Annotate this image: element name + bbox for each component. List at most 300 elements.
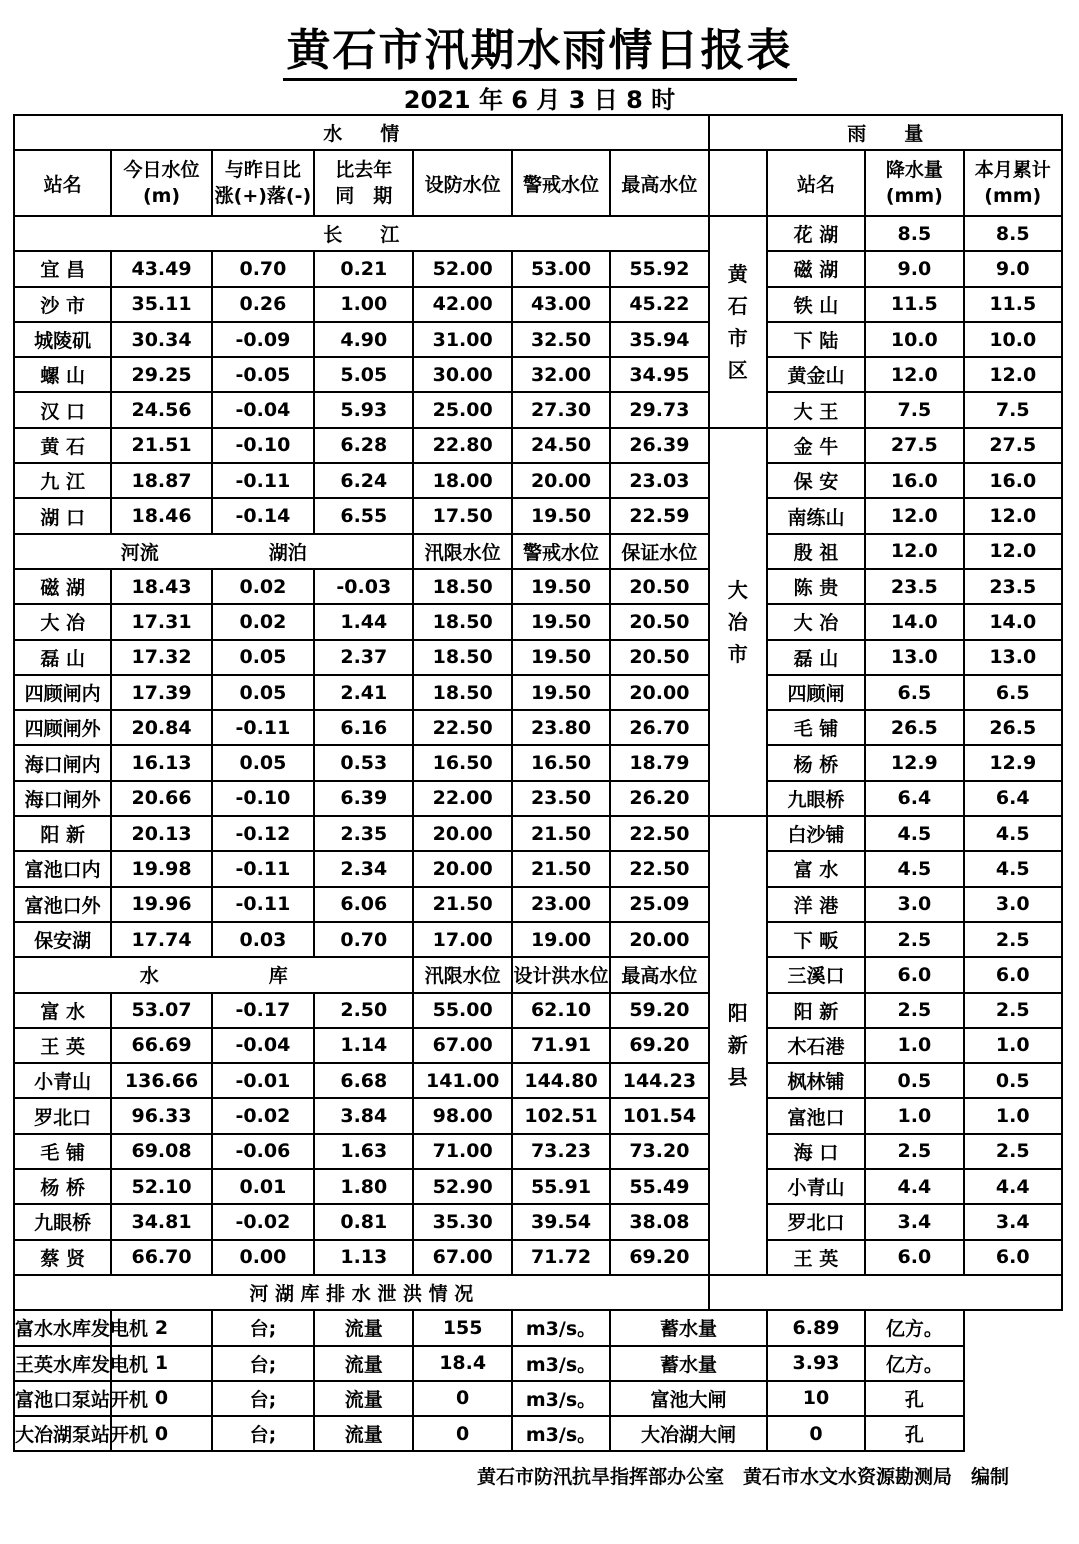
vs-last-year: 0.53: [314, 745, 413, 780]
rain-month-total: 26.5: [964, 710, 1062, 745]
rain-amount: 14.0: [865, 604, 963, 639]
max-level: 18.79: [610, 745, 708, 780]
guard-level: 67.00: [413, 1028, 511, 1063]
vs-last-year: 2.41: [314, 675, 413, 710]
storage-unit: 孔: [865, 1416, 963, 1451]
station-name: 九 江: [14, 463, 111, 498]
station-name: 海口闸内: [14, 745, 111, 780]
table-row: [14, 922, 1062, 957]
table-row: [14, 1028, 1062, 1063]
max-level: 55.92: [610, 251, 708, 286]
rain-region-name: 黄石市区: [727, 261, 748, 382]
change: -0.11: [212, 887, 314, 922]
today-level: 18.46: [111, 498, 211, 533]
vs-last-year: 5.93: [314, 392, 413, 427]
storage-unit: 亿方。: [865, 1310, 963, 1345]
rain-station-name: 富 水: [767, 851, 865, 886]
max-level: 26.70: [610, 710, 708, 745]
drainage-title-row: [14, 1275, 1062, 1310]
vs-last-year: 6.16: [314, 710, 413, 745]
rain-station-name: 磊 山: [767, 640, 865, 675]
rain-station-name: 洋 港: [767, 887, 865, 922]
station-name: 螺 山: [14, 357, 111, 392]
warn-level: 20.00: [512, 463, 610, 498]
rain-amount: 0.5: [865, 1063, 963, 1098]
drainage-row: [14, 1381, 1062, 1416]
col-change: [212, 150, 314, 216]
warn-level: 23.00: [512, 887, 610, 922]
max-level: 25.09: [610, 887, 708, 922]
rain-amount: 2.5: [865, 922, 963, 957]
change: -0.05: [212, 357, 314, 392]
table-row: [14, 463, 1062, 498]
change: -0.11: [212, 710, 314, 745]
table-row: [14, 322, 1062, 357]
col-warn: 警戒水位: [512, 150, 610, 216]
station-name: 阳 新: [14, 816, 111, 851]
warn-level: 53.00: [512, 251, 610, 286]
facility-name: 富水水库发电机: [14, 1310, 111, 1345]
col-station: 站名: [14, 150, 111, 216]
rain-amount: 8.5: [865, 216, 963, 251]
station-name: 湖 口: [14, 498, 111, 533]
section-h1: 汛限水位: [413, 534, 511, 569]
station-name: 沙 市: [14, 287, 111, 322]
section-label-b: 湖泊: [268, 541, 307, 564]
rain-amount: 26.5: [865, 710, 963, 745]
warn-level: 39.54: [512, 1204, 610, 1239]
max-level: 38.08: [610, 1204, 708, 1239]
warn-level: 71.91: [512, 1028, 610, 1063]
guard-level: 98.00: [413, 1098, 511, 1133]
rain-region-name: 阳新县: [727, 1001, 748, 1090]
max-level: 101.54: [610, 1098, 708, 1133]
vs-last-year: 6.28: [314, 428, 413, 463]
rain-amount: 1.0: [865, 1098, 963, 1133]
report-date: 2021 年 6 月 3 日 8 时: [403, 86, 676, 114]
rain-month-total: 4.4: [964, 1169, 1062, 1204]
today-level: 18.43: [111, 569, 211, 604]
flow-label: 流量: [314, 1381, 413, 1416]
vs-last-year: 2.35: [314, 816, 413, 851]
table-row: [14, 710, 1062, 745]
guard-level: 20.00: [413, 816, 511, 851]
max-level: 23.03: [610, 463, 708, 498]
col-rain-month-line1: 本月累计: [974, 159, 1051, 181]
table-row: [14, 357, 1062, 392]
table-row: [14, 781, 1062, 816]
table-row: [14, 287, 1062, 322]
rain-amount: 11.5: [865, 287, 963, 322]
warn-level: 19.50: [512, 640, 610, 675]
rain-amount: 6.5: [865, 675, 963, 710]
today-level: 52.10: [111, 1169, 211, 1204]
guard-level: 22.50: [413, 710, 511, 745]
rain-month-total: 6.0: [964, 957, 1062, 992]
col-lastyear: [314, 150, 413, 216]
change: -0.02: [212, 1098, 314, 1133]
flow-value: 0: [413, 1381, 511, 1416]
max-level: 55.49: [610, 1169, 708, 1204]
rain-station-name: 花 湖: [767, 216, 865, 251]
guard-level: 67.00: [413, 1240, 511, 1275]
change: 0.02: [212, 604, 314, 639]
col-rain-month-line2: (mm): [984, 185, 1042, 207]
guard-level: 20.00: [413, 851, 511, 886]
table-body: [14, 115, 1062, 1451]
warn-level: 144.80: [512, 1063, 610, 1098]
report-table: [13, 114, 1063, 1452]
rain-amount: 6.0: [865, 1240, 963, 1275]
section-yangtze: 长 江: [14, 216, 709, 251]
rain-station-name: 磁 湖: [767, 251, 865, 286]
col-today-level: [111, 150, 211, 216]
rain-station-name: 殷 祖: [767, 534, 865, 569]
vs-last-year: 5.05: [314, 357, 413, 392]
rain-month-total: 27.5: [964, 428, 1062, 463]
unit-count: 2: [111, 1310, 211, 1345]
warn-level: 21.50: [512, 851, 610, 886]
guard-level: 71.00: [413, 1134, 511, 1169]
unit-label: 台;: [212, 1416, 314, 1451]
rain-amount: 3.4: [865, 1204, 963, 1239]
section-label-a: 水: [139, 965, 159, 988]
max-level: 20.50: [610, 569, 708, 604]
guard-level: 18.50: [413, 604, 511, 639]
max-level: 34.95: [610, 357, 708, 392]
table-row: [14, 604, 1062, 639]
today-level: 19.98: [111, 851, 211, 886]
table-row: [14, 887, 1062, 922]
change: -0.11: [212, 463, 314, 498]
change: -0.14: [212, 498, 314, 533]
warn-level: 32.00: [512, 357, 610, 392]
rain-region: [709, 428, 767, 816]
vs-last-year: 1.80: [314, 1169, 413, 1204]
warn-level: 23.50: [512, 781, 610, 816]
rain-month-total: 6.0: [964, 1240, 1062, 1275]
rain-month-total: 3.4: [964, 1204, 1062, 1239]
table-row: [14, 816, 1062, 851]
vs-last-year: 1.14: [314, 1028, 413, 1063]
rain-amount: 6.0: [865, 957, 963, 992]
vs-last-year: 0.70: [314, 922, 413, 957]
vs-last-year: 6.68: [314, 1063, 413, 1098]
table-row: [14, 851, 1062, 886]
vs-last-year: 0.21: [314, 251, 413, 286]
max-level: 20.50: [610, 604, 708, 639]
rain-amount: 16.0: [865, 463, 963, 498]
rain-month-total: 10.0: [964, 322, 1062, 357]
today-level: 19.96: [111, 887, 211, 922]
station-name: 黄 石: [14, 428, 111, 463]
vs-last-year: 2.34: [314, 851, 413, 886]
change: -0.04: [212, 1028, 314, 1063]
max-level: 20.50: [610, 640, 708, 675]
rain-month-total: 1.0: [964, 1098, 1062, 1133]
rain-month-total: 2.5: [964, 922, 1062, 957]
change: 0.05: [212, 675, 314, 710]
vs-last-year: 6.39: [314, 781, 413, 816]
storage-value: 6.89: [767, 1310, 865, 1345]
guard-level: 17.00: [413, 922, 511, 957]
storage-value: 10: [767, 1381, 865, 1416]
guard-level: 30.00: [413, 357, 511, 392]
max-level: 22.50: [610, 851, 708, 886]
max-level: 26.20: [610, 781, 708, 816]
rain-station-name: 小青山: [767, 1169, 865, 1204]
guard-level: 16.50: [413, 745, 511, 780]
max-level: 69.20: [610, 1028, 708, 1063]
warn-level: 19.50: [512, 498, 610, 533]
table-row: [14, 251, 1062, 286]
change: 0.03: [212, 922, 314, 957]
flow-label: 流量: [314, 1346, 413, 1381]
rain-month-total: 2.5: [964, 1134, 1062, 1169]
flow-label: 流量: [314, 1310, 413, 1345]
today-level: 30.34: [111, 322, 211, 357]
max-level: 73.20: [610, 1134, 708, 1169]
storage-label: 蓄水量: [610, 1346, 767, 1381]
col-rain-amount-line2: (mm): [885, 185, 943, 207]
station-name: 汉 口: [14, 392, 111, 427]
guard-level: 18.50: [413, 675, 511, 710]
today-level: 69.08: [111, 1134, 211, 1169]
guard-level: 141.00: [413, 1063, 511, 1098]
today-level: 96.33: [111, 1098, 211, 1133]
guard-level: 18.50: [413, 640, 511, 675]
vs-last-year: 2.50: [314, 993, 413, 1028]
station-name: 杨 桥: [14, 1169, 111, 1204]
flow-unit: m3/s。: [512, 1416, 610, 1451]
storage-unit: 亿方。: [865, 1346, 963, 1381]
col-change-line1: 与昨日比: [224, 159, 301, 181]
rain-amount: 13.0: [865, 640, 963, 675]
vs-last-year: 0.81: [314, 1204, 413, 1239]
today-level: 29.25: [111, 357, 211, 392]
today-level: 136.66: [111, 1063, 211, 1098]
today-level: 35.11: [111, 287, 211, 322]
today-level: 20.13: [111, 816, 211, 851]
warn-level: 16.50: [512, 745, 610, 780]
table-row: [14, 1204, 1062, 1239]
rain-region: [709, 216, 767, 428]
change: -0.17: [212, 993, 314, 1028]
rain-month-total: 12.9: [964, 745, 1062, 780]
col-guard: 设防水位: [413, 150, 511, 216]
warn-level: 21.50: [512, 816, 610, 851]
rain-station-name: 海 口: [767, 1134, 865, 1169]
warn-level: 62.10: [512, 993, 610, 1028]
section-h1: 汛限水位: [413, 957, 511, 992]
rain-amount: 9.0: [865, 251, 963, 286]
change: -0.09: [212, 322, 314, 357]
flow-unit: m3/s。: [512, 1310, 610, 1345]
rain-amount: 12.0: [865, 357, 963, 392]
warn-level: 19.50: [512, 569, 610, 604]
section-h3: 最高水位: [610, 957, 708, 992]
rain-station-name: 阳 新: [767, 993, 865, 1028]
change: 0.05: [212, 745, 314, 780]
section-h2: 警戒水位: [512, 534, 610, 569]
rain-station-name: 黄金山: [767, 357, 865, 392]
today-level: 21.51: [111, 428, 211, 463]
today-level: 66.70: [111, 1240, 211, 1275]
station-name: 蔡 贤: [14, 1240, 111, 1275]
table-row: [14, 1063, 1062, 1098]
today-level: 17.32: [111, 640, 211, 675]
max-level: 29.73: [610, 392, 708, 427]
change: 0.70: [212, 251, 314, 286]
flow-label: 流量: [314, 1416, 413, 1451]
rain-station-name: 下 陆: [767, 322, 865, 357]
col-today-level-line2: (m): [142, 185, 181, 207]
col-rain-station: 站名: [767, 150, 865, 216]
today-level: 20.66: [111, 781, 211, 816]
guard-level: 35.30: [413, 1204, 511, 1239]
col-max: 最高水位: [610, 150, 708, 216]
max-level: 20.00: [610, 922, 708, 957]
unit-count: 1: [111, 1346, 211, 1381]
table-row: [14, 392, 1062, 427]
rain-station-name: 四顾闸: [767, 675, 865, 710]
station-name: 富 水: [14, 993, 111, 1028]
rain-station-name: 大 冶: [767, 604, 865, 639]
rain-region-name: 大冶市: [727, 577, 748, 666]
warn-level: 55.91: [512, 1169, 610, 1204]
guard-level: 17.50: [413, 498, 511, 533]
vs-last-year: 1.44: [314, 604, 413, 639]
table-row: [14, 675, 1062, 710]
drainage-title: 河 湖 库 排 水 泄 洪 情 况: [14, 1275, 709, 1310]
station-name: 保安湖: [14, 922, 111, 957]
vs-last-year: -0.03: [314, 569, 413, 604]
change: 0.02: [212, 569, 314, 604]
drainage-row: [14, 1346, 1062, 1381]
station-name: 毛 铺: [14, 1134, 111, 1169]
today-level: 53.07: [111, 993, 211, 1028]
change: -0.02: [212, 1204, 314, 1239]
table-row: [14, 428, 1062, 463]
guard-level: 55.00: [413, 993, 511, 1028]
rain-amount: 4.5: [865, 816, 963, 851]
station-name: 富池口内: [14, 851, 111, 886]
warn-level: 24.50: [512, 428, 610, 463]
table-row: [14, 1134, 1062, 1169]
footer-credit: 黄石市防汛抗旱指挥部办公室 黄石市水文水资源勘测局 编制: [476, 1466, 1009, 1488]
water-section-header: 水 情: [14, 115, 709, 150]
vs-last-year: 6.24: [314, 463, 413, 498]
today-level: 24.56: [111, 392, 211, 427]
change: 0.01: [212, 1169, 314, 1204]
rain-month-total: 12.0: [964, 357, 1062, 392]
col-today-level-line1: 今日水位: [123, 159, 200, 181]
warn-level: 102.51: [512, 1098, 610, 1133]
vs-last-year: 6.55: [314, 498, 413, 533]
table-row: [14, 1098, 1062, 1133]
col-rain-amount-line1: 降水量: [885, 159, 943, 181]
rain-station-name: 三溪口: [767, 957, 865, 992]
station-name: 四顾闸内: [14, 675, 111, 710]
storage-label: 蓄水量: [610, 1310, 767, 1345]
guard-level: 31.00: [413, 322, 511, 357]
station-name: 磊 山: [14, 640, 111, 675]
vs-last-year: 2.37: [314, 640, 413, 675]
change: 0.00: [212, 1240, 314, 1275]
table-row: [14, 745, 1062, 780]
guard-level: 42.00: [413, 287, 511, 322]
drainage-right-blank: [709, 1275, 1062, 1310]
warn-level: 19.50: [512, 675, 610, 710]
rain-station-name: 王 英: [767, 1240, 865, 1275]
rain-month-total: 23.5: [964, 569, 1062, 604]
rain-month-total: 4.5: [964, 816, 1062, 851]
max-level: 22.59: [610, 498, 708, 533]
today-level: 43.49: [111, 251, 211, 286]
guard-level: 22.00: [413, 781, 511, 816]
guard-level: 18.50: [413, 569, 511, 604]
storage-label: 大冶湖大闸: [610, 1416, 767, 1451]
section-label-a: 河流: [120, 541, 159, 564]
rain-station-name: 南练山: [767, 498, 865, 533]
section-label: [14, 957, 413, 992]
warn-level: 27.30: [512, 392, 610, 427]
max-level: 45.22: [610, 287, 708, 322]
vs-last-year: 1.13: [314, 1240, 413, 1275]
flow-value: 155: [413, 1310, 511, 1345]
rain-station-name: 杨 桥: [767, 745, 865, 780]
rain-month-total: 6.4: [964, 781, 1062, 816]
change: -0.12: [212, 816, 314, 851]
change: -0.10: [212, 781, 314, 816]
change: 0.26: [212, 287, 314, 322]
warn-level: 43.00: [512, 287, 610, 322]
change: -0.11: [212, 851, 314, 886]
max-level: 144.23: [610, 1063, 708, 1098]
rain-station-name: 下 畈: [767, 922, 865, 957]
section-label: [14, 534, 413, 569]
table-row: [14, 1169, 1062, 1204]
station-name: 磁 湖: [14, 569, 111, 604]
top-header-row: [14, 115, 1062, 150]
rain-station-name: 铁 山: [767, 287, 865, 322]
change: -0.06: [212, 1134, 314, 1169]
flow-value: 0: [413, 1416, 511, 1451]
guard-level: 21.50: [413, 887, 511, 922]
table-row: [14, 569, 1062, 604]
col-lastyear-line1: 比去年: [335, 159, 393, 181]
warn-level: 23.80: [512, 710, 610, 745]
facility-name: 王英水库发电机: [14, 1346, 111, 1381]
rain-month-total: 12.0: [964, 498, 1062, 533]
station-name: 宜 昌: [14, 251, 111, 286]
table-row: [14, 498, 1062, 533]
today-level: 18.87: [111, 463, 211, 498]
rain-month-total: 8.5: [964, 216, 1062, 251]
max-level: 35.94: [610, 322, 708, 357]
station-name: 城陵矶: [14, 322, 111, 357]
storage-value: 0: [767, 1416, 865, 1451]
flow-unit: m3/s。: [512, 1381, 610, 1416]
guard-level: 18.00: [413, 463, 511, 498]
rain-region: [709, 816, 767, 1275]
guard-level: 52.00: [413, 251, 511, 286]
max-level: 59.20: [610, 993, 708, 1028]
rain-amount: 12.0: [865, 534, 963, 569]
warn-level: 71.72: [512, 1240, 610, 1275]
vs-last-year: 4.90: [314, 322, 413, 357]
rain-amount: 23.5: [865, 569, 963, 604]
